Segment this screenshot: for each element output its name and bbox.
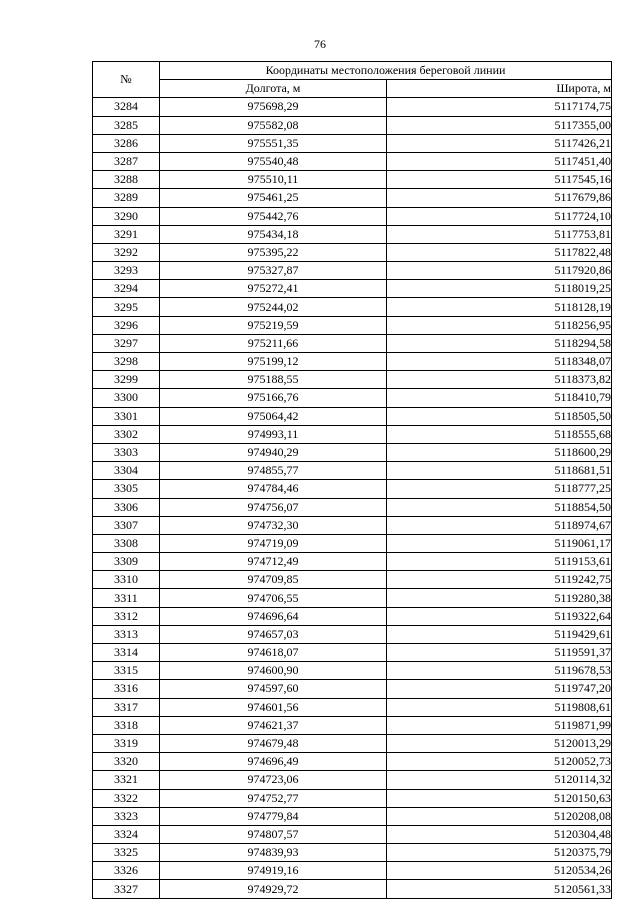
row-number-cell: 3324	[93, 825, 160, 843]
latitude-cell: 5117724,10	[387, 207, 612, 225]
longitude-cell: 975219,59	[160, 316, 387, 334]
latitude-cell: 5118600,29	[387, 443, 612, 461]
table-row	[93, 571, 612, 589]
longitude-cell: 975272,41	[160, 280, 387, 298]
latitude-cell: 5120534,26	[387, 862, 612, 880]
longitude-cell: 974839,93	[160, 844, 387, 862]
row-number-cell: 3290	[93, 207, 160, 225]
table-row	[93, 789, 612, 807]
longitude-cell: 975540,48	[160, 152, 387, 170]
table-row	[93, 171, 612, 189]
longitude-cell: 975698,29	[160, 98, 387, 116]
longitude-cell: 975510,11	[160, 171, 387, 189]
row-number-cell: 3311	[93, 589, 160, 607]
table-row	[93, 771, 612, 789]
row-number-cell: 3298	[93, 353, 160, 371]
latitude-cell: 5118019,25	[387, 280, 612, 298]
table-row	[93, 443, 612, 461]
longitude-cell: 974621,37	[160, 716, 387, 734]
latitude-cell: 5118256,95	[387, 316, 612, 334]
row-number-cell: 3309	[93, 553, 160, 571]
table-row	[93, 353, 612, 371]
longitude-cell: 975064,42	[160, 407, 387, 425]
table-row	[93, 207, 612, 225]
latitude-cell: 5117822,48	[387, 243, 612, 261]
table-row	[93, 462, 612, 480]
table-row	[93, 734, 612, 752]
table-row	[93, 134, 612, 152]
table-row	[93, 243, 612, 261]
longitude-cell: 974679,48	[160, 734, 387, 752]
longitude-cell: 974779,84	[160, 807, 387, 825]
row-number-cell: 3316	[93, 680, 160, 698]
table-row	[93, 316, 612, 334]
longitude-cell: 974696,64	[160, 607, 387, 625]
latitude-cell: 5120304,48	[387, 825, 612, 843]
latitude-cell: 5118410,79	[387, 389, 612, 407]
longitude-cell: 974784,46	[160, 480, 387, 498]
table-row	[93, 498, 612, 516]
latitude-cell: 5119153,61	[387, 553, 612, 571]
latitude-cell: 5119322,64	[387, 607, 612, 625]
longitude-cell: 975244,02	[160, 298, 387, 316]
longitude-cell: 975188,55	[160, 371, 387, 389]
latitude-cell: 5120375,79	[387, 844, 612, 862]
latitude-cell: 5118777,25	[387, 480, 612, 498]
longitude-cell: 974618,07	[160, 644, 387, 662]
latitude-cell: 5117679,86	[387, 189, 612, 207]
table-row	[93, 680, 612, 698]
latitude-cell: 5119429,61	[387, 625, 612, 643]
row-number-cell: 3296	[93, 316, 160, 334]
latitude-cell: 5120208,08	[387, 807, 612, 825]
row-number-cell: 3299	[93, 371, 160, 389]
header-coordinates-group: Координаты местоположения береговой линии	[160, 62, 612, 80]
table-row	[93, 425, 612, 443]
longitude-cell: 975551,35	[160, 134, 387, 152]
row-number-cell: 3301	[93, 407, 160, 425]
latitude-cell: 5117174,75	[387, 98, 612, 116]
row-number-cell: 3295	[93, 298, 160, 316]
table-row	[93, 644, 612, 662]
row-number-cell: 3288	[93, 171, 160, 189]
latitude-cell: 5119280,38	[387, 589, 612, 607]
row-number-cell: 3310	[93, 571, 160, 589]
row-number-cell: 3322	[93, 789, 160, 807]
row-number-cell: 3315	[93, 662, 160, 680]
latitude-cell: 5120150,63	[387, 789, 612, 807]
latitude-cell: 5117355,00	[387, 116, 612, 134]
longitude-cell: 975199,12	[160, 353, 387, 371]
table-row	[93, 534, 612, 552]
table-row	[93, 662, 612, 680]
latitude-cell: 5117920,86	[387, 262, 612, 280]
coordinates-table	[92, 61, 612, 899]
latitude-cell: 5119591,37	[387, 644, 612, 662]
row-number-cell: 3304	[93, 462, 160, 480]
row-number-cell: 3326	[93, 862, 160, 880]
table-row	[93, 262, 612, 280]
longitude-cell: 975395,22	[160, 243, 387, 261]
row-number-cell: 3285	[93, 116, 160, 134]
row-number-cell: 3292	[93, 243, 160, 261]
row-number-cell: 3312	[93, 607, 160, 625]
page-number: 76	[314, 37, 326, 51]
longitude-cell: 974929,72	[160, 880, 387, 898]
longitude-cell: 975434,18	[160, 225, 387, 243]
latitude-cell: 5118128,19	[387, 298, 612, 316]
table-row	[93, 389, 612, 407]
row-number-cell: 3318	[93, 716, 160, 734]
header-number: №	[93, 62, 160, 98]
longitude-cell: 975582,08	[160, 116, 387, 134]
table-row	[93, 589, 612, 607]
row-number-cell: 3306	[93, 498, 160, 516]
longitude-cell: 974597,60	[160, 680, 387, 698]
table-row	[93, 280, 612, 298]
latitude-cell: 5117545,16	[387, 171, 612, 189]
latitude-cell: 5118854,50	[387, 498, 612, 516]
table-row	[93, 880, 612, 898]
longitude-cell: 974855,77	[160, 462, 387, 480]
latitude-cell: 5118294,58	[387, 334, 612, 352]
table-row	[93, 698, 612, 716]
table-row	[93, 807, 612, 825]
longitude-cell: 975461,25	[160, 189, 387, 207]
longitude-cell: 974712,49	[160, 553, 387, 571]
latitude-cell: 5120114,32	[387, 771, 612, 789]
row-number-cell: 3320	[93, 753, 160, 771]
row-number-cell: 3286	[93, 134, 160, 152]
row-number-cell: 3302	[93, 425, 160, 443]
table-row	[93, 298, 612, 316]
latitude-cell: 5120052,73	[387, 753, 612, 771]
latitude-cell: 5119678,53	[387, 662, 612, 680]
latitude-cell: 5117753,81	[387, 225, 612, 243]
longitude-cell: 974657,03	[160, 625, 387, 643]
longitude-cell: 974756,07	[160, 498, 387, 516]
table-row	[93, 625, 612, 643]
header-latitude: Широта, м	[387, 80, 612, 98]
row-number-cell: 3307	[93, 516, 160, 534]
row-number-cell: 3317	[93, 698, 160, 716]
latitude-cell: 5119061,17	[387, 534, 612, 552]
longitude-cell: 974732,30	[160, 516, 387, 534]
latitude-cell: 5120561,33	[387, 880, 612, 898]
row-number-cell: 3284	[93, 98, 160, 116]
latitude-cell: 5118373,82	[387, 371, 612, 389]
longitude-cell: 974919,16	[160, 862, 387, 880]
table-row	[93, 844, 612, 862]
longitude-cell: 974709,85	[160, 571, 387, 589]
longitude-cell: 974940,29	[160, 443, 387, 461]
table-row	[93, 516, 612, 534]
table-row	[93, 98, 612, 116]
longitude-cell: 974752,77	[160, 789, 387, 807]
longitude-cell: 974993,11	[160, 425, 387, 443]
longitude-cell: 974601,56	[160, 698, 387, 716]
row-number-cell: 3305	[93, 480, 160, 498]
row-number-cell: 3300	[93, 389, 160, 407]
latitude-cell: 5120013,29	[387, 734, 612, 752]
latitude-cell: 5118974,67	[387, 516, 612, 534]
latitude-cell: 5119242,75	[387, 571, 612, 589]
table-row	[93, 225, 612, 243]
table-row	[93, 862, 612, 880]
longitude-cell: 974723,06	[160, 771, 387, 789]
row-number-cell: 3319	[93, 734, 160, 752]
latitude-cell: 5117426,21	[387, 134, 612, 152]
latitude-cell: 5119871,99	[387, 716, 612, 734]
latitude-cell: 5118348,07	[387, 353, 612, 371]
table-row	[93, 716, 612, 734]
table-row	[93, 753, 612, 771]
table-header	[93, 62, 612, 98]
latitude-cell: 5118681,51	[387, 462, 612, 480]
longitude-cell: 974706,55	[160, 589, 387, 607]
row-number-cell: 3293	[93, 262, 160, 280]
latitude-cell: 5119808,61	[387, 698, 612, 716]
longitude-cell: 975327,87	[160, 262, 387, 280]
latitude-cell: 5119747,20	[387, 680, 612, 698]
table-row	[93, 334, 612, 352]
table-row	[93, 407, 612, 425]
table-row	[93, 480, 612, 498]
row-number-cell: 3291	[93, 225, 160, 243]
row-number-cell: 3287	[93, 152, 160, 170]
latitude-cell: 5118505,50	[387, 407, 612, 425]
longitude-cell: 975211,66	[160, 334, 387, 352]
longitude-cell: 974600,90	[160, 662, 387, 680]
row-number-cell: 3321	[93, 771, 160, 789]
row-number-cell: 3323	[93, 807, 160, 825]
table-row	[93, 553, 612, 571]
longitude-cell: 975442,76	[160, 207, 387, 225]
longitude-cell: 975166,76	[160, 389, 387, 407]
row-number-cell: 3308	[93, 534, 160, 552]
table-row	[93, 152, 612, 170]
longitude-cell: 974807,57	[160, 825, 387, 843]
table-row	[93, 189, 612, 207]
header-longitude: Долгота, м	[160, 80, 387, 98]
row-number-cell: 3297	[93, 334, 160, 352]
latitude-cell: 5118555,68	[387, 425, 612, 443]
row-number-cell: 3314	[93, 644, 160, 662]
table-row	[93, 371, 612, 389]
table-row	[93, 825, 612, 843]
row-number-cell: 3294	[93, 280, 160, 298]
latitude-cell: 5117451,40	[387, 152, 612, 170]
row-number-cell: 3325	[93, 844, 160, 862]
row-number-cell: 3327	[93, 880, 160, 898]
table-row	[93, 607, 612, 625]
longitude-cell: 974719,09	[160, 534, 387, 552]
table-row	[93, 116, 612, 134]
row-number-cell: 3289	[93, 189, 160, 207]
row-number-cell: 3303	[93, 443, 160, 461]
table-body	[93, 98, 612, 898]
longitude-cell: 974696,49	[160, 753, 387, 771]
row-number-cell: 3313	[93, 625, 160, 643]
